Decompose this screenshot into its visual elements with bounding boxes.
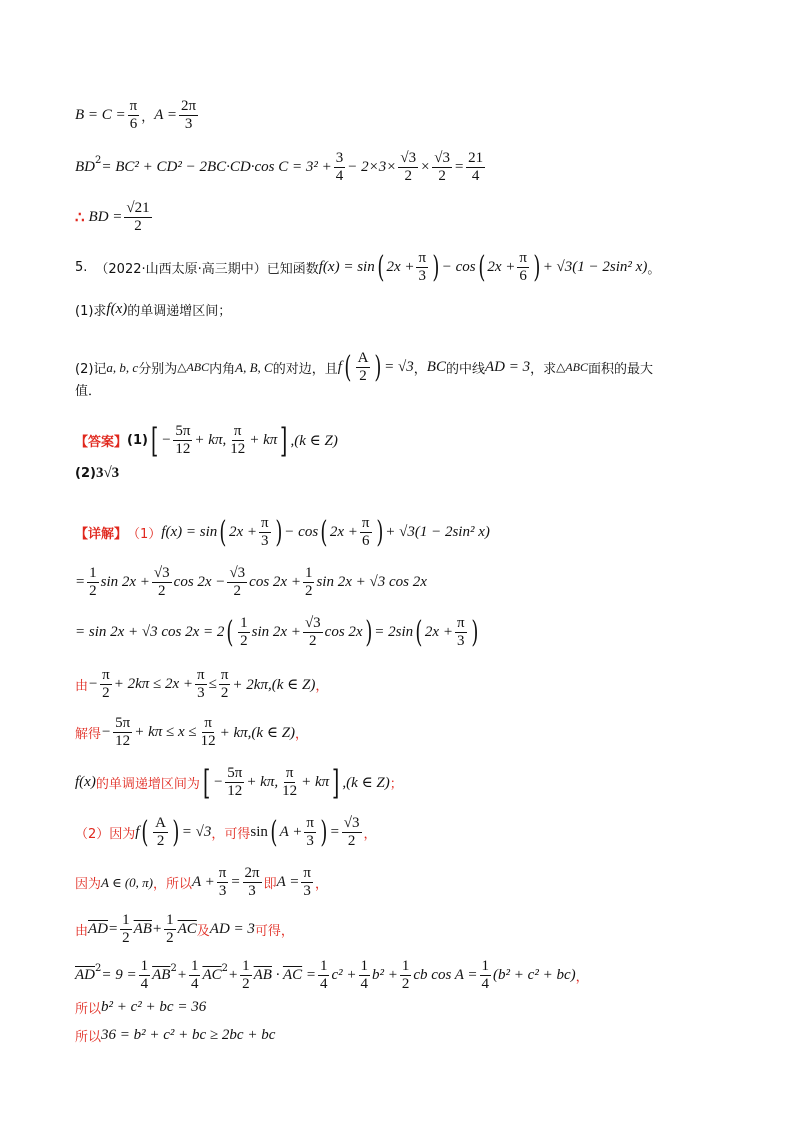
solution-line-12: 所以 36 = b² + c² + bc ≥ 2bc + bc <box>75 1027 276 1045</box>
solution-line-3: = sin 2x + √3 cos 2x = 2 ( $\frac{1}{2}$ sin 2x + $\frac{√3}{2}$ cos 2x ) = 2sin ( 2x + $\frac{\pi}{3}$ ) <box>75 614 478 650</box>
text-bc-equals: B = C = <box>75 107 126 123</box>
text-a-equals: A = <box>154 107 178 123</box>
line-bd-squared: BD 2 = BC² + CD² − 2BC·CD·cos C = 3² + $\frac{3}{4}$ − 2×3× $\frac{√3}{2}$ × $\frac{√3}{2}$ = $\frac{21}{4}$ <box>75 150 484 184</box>
answer-label: 【答案】 <box>75 435 128 450</box>
solution-line-2: = $\frac{1}{2}$ sin 2x + $\frac{√3}{2}$ cos 2x − $\frac{√3}{2}$ cos 2x + $\frac{1}{2}$ sin 2x + √3 cos 2x <box>75 565 427 599</box>
solution-line-9: 由 $\overline{AD}$ = $\frac{1}{2}$ $\overline{AB}$ + $\frac{1}{2}$ $\overline{AC}$ 及 AD = 3 可得， <box>75 912 294 946</box>
question-part-2-cont: 值． <box>75 384 102 399</box>
solution-line-5: 解得 − $\frac{5\pi}{12}$ + kπ ≤ x ≤ $\frac{\pi}{12}$ + kπ,(k ∈ Z) ， <box>75 715 309 749</box>
solution-line-10: $\overline{AD}$ 2 = 9 = $\frac{1}{4}$ $\overline{AB}$ 2 + $\frac{1}{4}$ $\overline{AC}$ 2 + $\frac{1}{2}$ $\overline{AB} \cdot \overline{AC}$ = $\frac{1}{4}$ c² + $\frac{1}{4}$ b² + $\frac{1}{2}$ cb cos A = $\frac{1}{4}$ (b² + c² + bc) ， <box>75 958 589 992</box>
solution-line-1: 【详解】 （1） f(x) = sin ( 2x + $\frac{\pi}{3}$ ) − cos ( 2x + $\frac{\pi}{6}$ ) + √3(1 − 2sin² x) <box>75 514 490 550</box>
line-angles: B = C = $\frac{\pi}{6}$ ， A = $\frac{2\pi}{3}$ <box>75 98 197 132</box>
fraction-2pi-3: $\frac{2\pi}{3}$ <box>181 98 197 132</box>
question-5-stem: 5. （2022·山西太原·高三期中）已知函数 f(x) = sin ( 2x + $\frac{\pi}{3}$ ) − cos ( 2x + $\frac{\pi}{6}$ ) + √3(1 − 2sin² x) 。 <box>75 249 661 285</box>
line-bd-result: ∴ BD = $\frac{√21}{2}$ <box>75 200 150 234</box>
question-number: 5. <box>75 260 88 275</box>
solution-line-4: 由 − $\frac{\pi}{2}$ + 2kπ ≤ 2x + $\frac{\pi}{3}$ ≤ $\frac{\pi}{2}$ + 2kπ,(k ∈ Z) ， <box>75 667 329 701</box>
solution-line-8: 因为 A ∈ (0, π) ，所以 A + $\frac{\pi}{3}$ = $\frac{2\pi}{3}$ 即 A = $\frac{\pi}{3}$ ， <box>75 865 328 899</box>
fraction-pi-6: $\frac{\pi}{6}$ <box>129 98 138 132</box>
solution-line-11: 所以 b² + c² + bc = 36 <box>75 999 207 1017</box>
solution-label: 【详解】 <box>75 527 128 542</box>
question-part-1: (1)求 f(x) 的单调递增区间； <box>75 301 232 319</box>
question-part-2: (2)记 a, b, c 分别为 △ABC 内角 A, B, C 的对边，且 f ( $\frac{A}{2}$ ) = √3 ， BC 的中线 AD = 3 ，求 △ABC 面积的最大 <box>75 349 654 385</box>
question-source: （2022·山西太原·高三期中）已知函数 <box>95 262 319 277</box>
answer-line-2: (2) 3√3 <box>75 465 120 481</box>
solution-line-7: （2）因为 f ( $\frac{A}{2}$ ) = √3 ，可得 sin ( A + $\frac{\pi}{3}$ ) = $\frac{√3}{2}$ ， <box>75 814 377 850</box>
solution-line-6: f(x) 的单调递增区间为 [ − $\frac{5\pi}{12}$ + kπ, $\frac{\pi}{12}$ + kπ ] ,(k ∈ Z) ； <box>75 762 403 803</box>
answer-line-1: 【答案】 (1) [ − $\frac{5\pi}{12}$ + kπ, $\frac{\pi}{12}$ + kπ ] ,(k ∈ Z) <box>75 420 338 461</box>
